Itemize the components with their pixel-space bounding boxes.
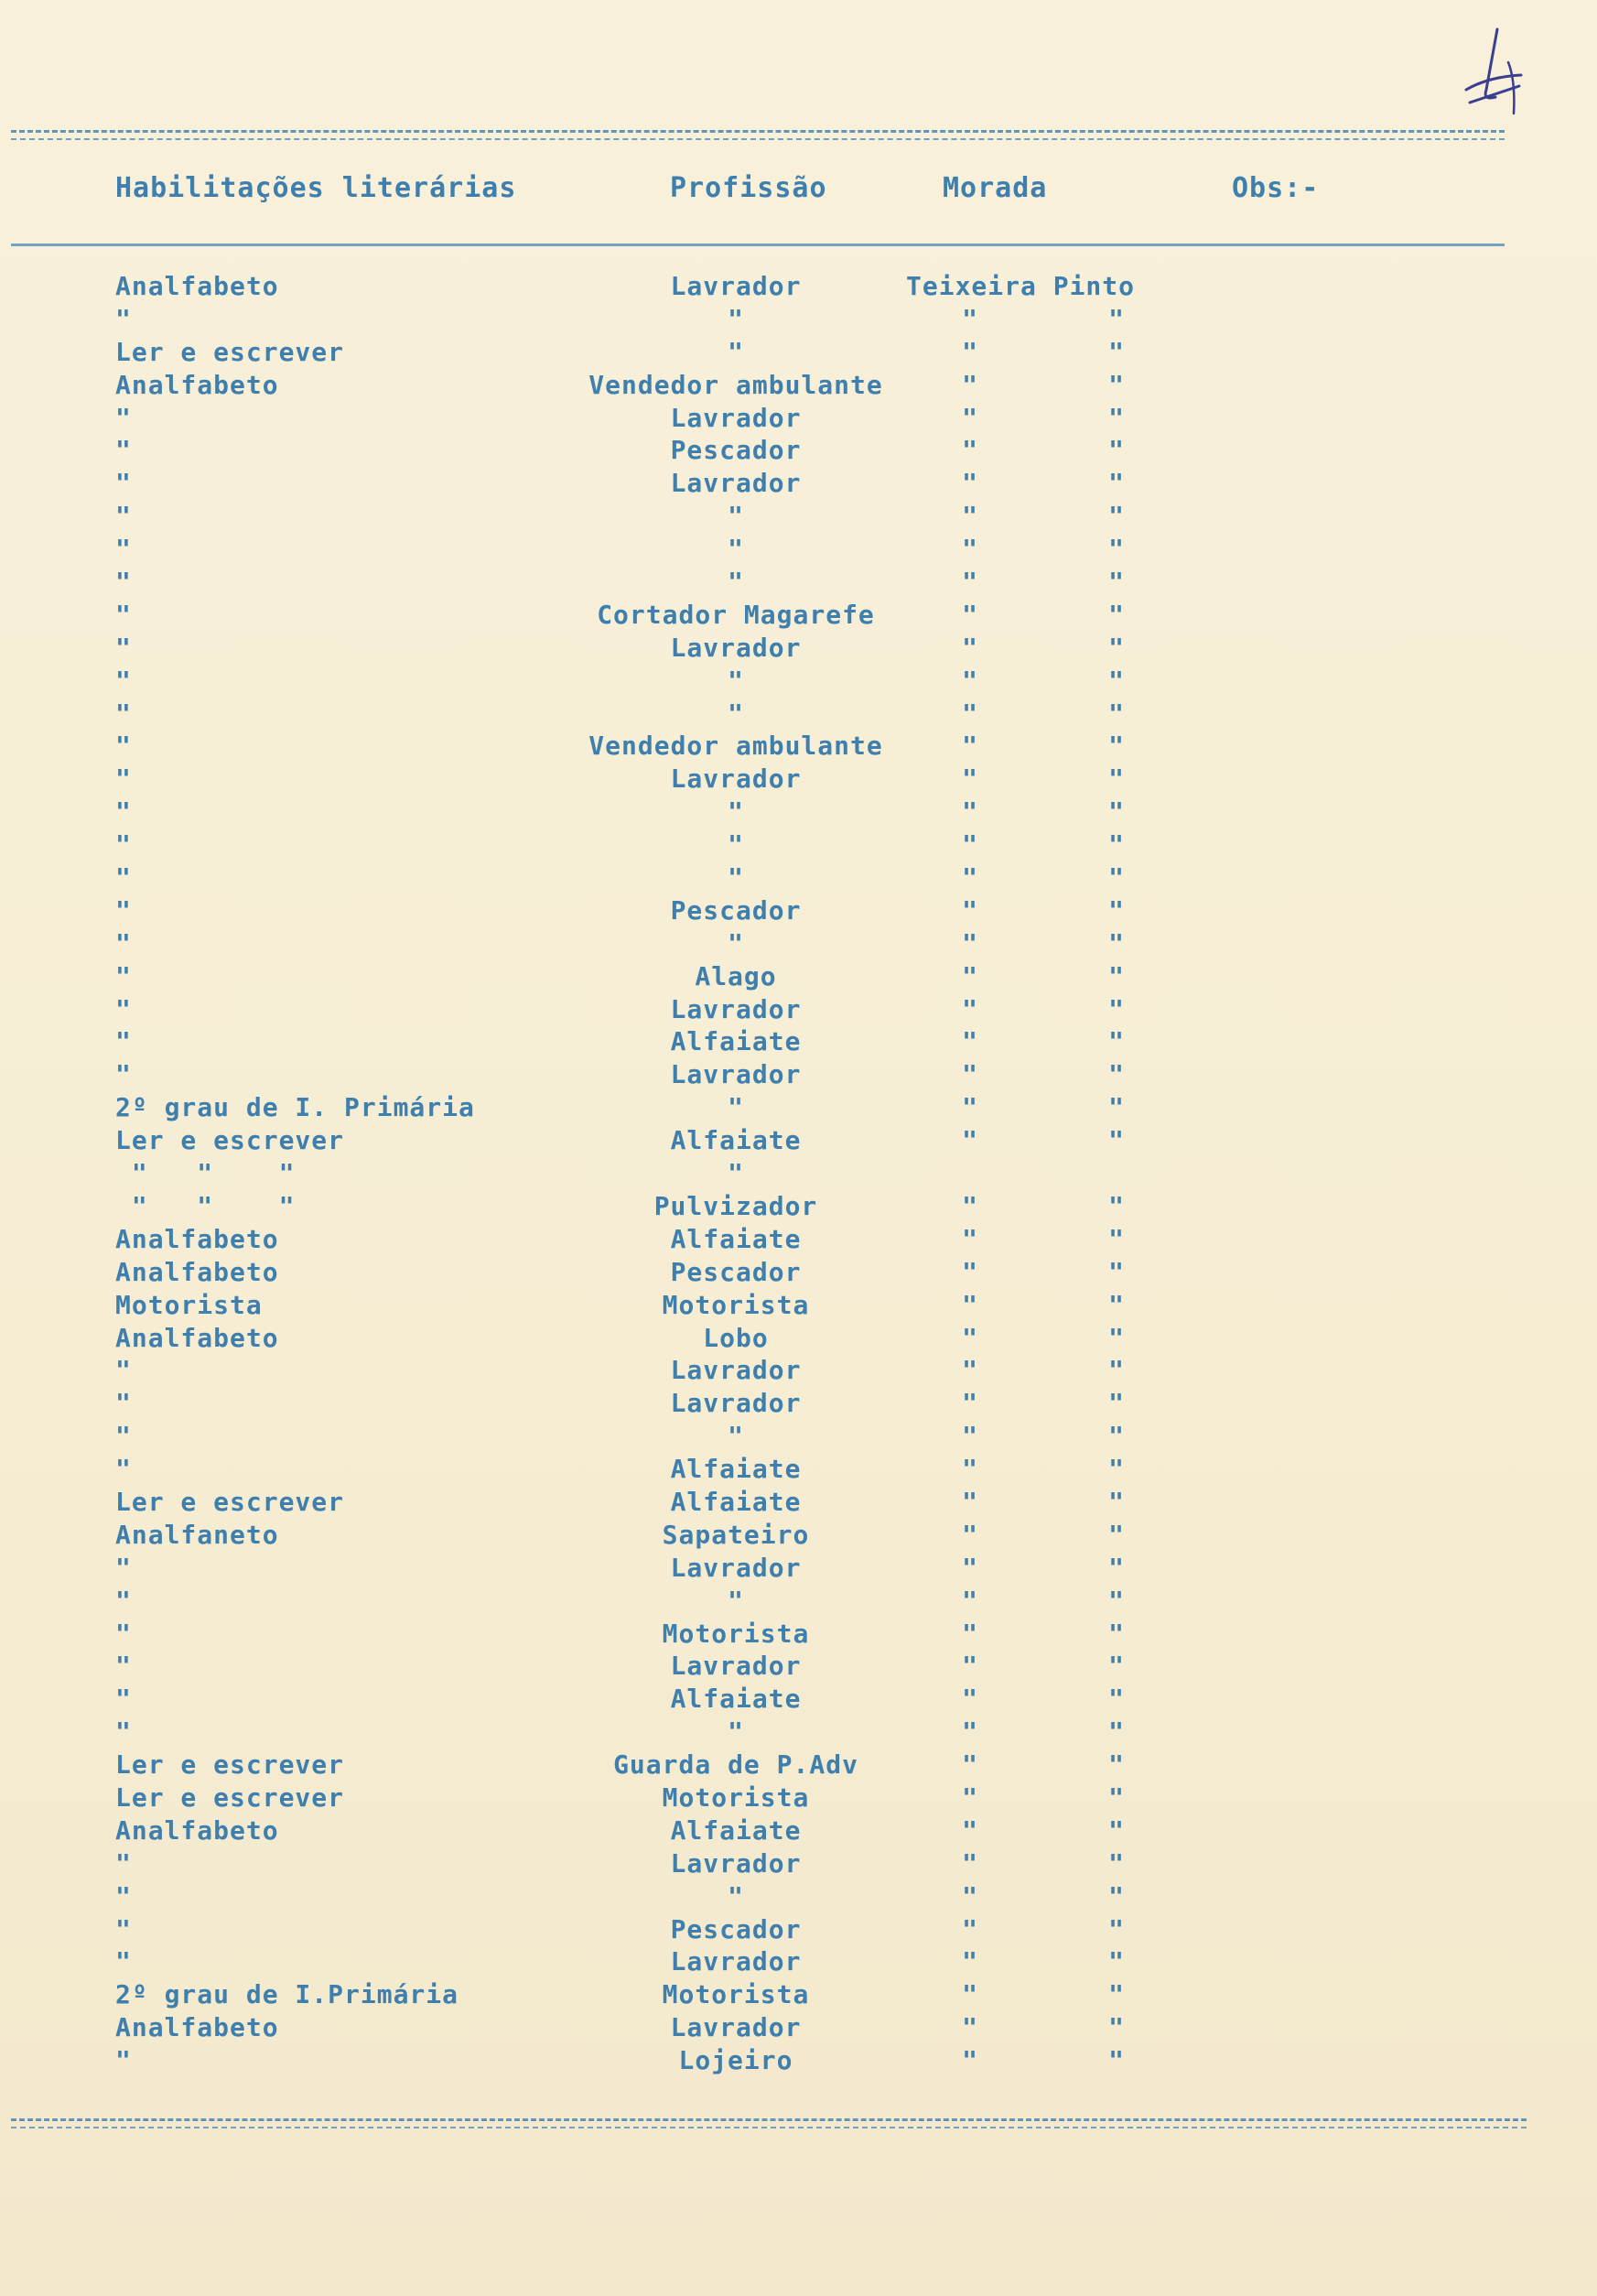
habilitacoes-cell: 2º grau de I. Primária [115,1092,475,1123]
obs-cell: " [1108,829,1125,861]
table-row [0,1059,1597,1092]
habilitacoes-cell: Analfaneto [115,1519,279,1550]
profissao-cell: Lavrador [670,468,802,499]
table-row [0,1158,1597,1191]
habilitacoes-cell: " [115,435,132,466]
profissao-cell: Lojeiro [678,2045,793,2076]
morada-cell: " [962,369,978,400]
morada-cell: " [962,764,978,795]
header-obs: Obs:- [1232,172,1320,204]
profissao-cell: Pescador [670,1256,802,1287]
table-row [0,829,1597,862]
habilitacoes-cell: " [115,894,132,926]
table-row [0,928,1597,961]
profissao-cell: Lavrador [670,1847,802,1879]
profissao-cell: Alfaiate [670,1026,802,1057]
habilitacoes-cell: Ler e escrever [115,1125,345,1156]
habilitacoes-cell: Analfabeto [115,1223,279,1254]
profissao-cell: Pescador [670,1913,802,1944]
morada-cell: " [962,1026,978,1057]
handwritten-initial-signature [1461,26,1525,121]
obs-cell: " [1108,1979,1125,2010]
habilitacoes-cell: Ler e escrever [115,336,345,367]
obs-cell: " [1108,698,1125,729]
habilitacoes-cell: " [115,534,132,565]
morada-cell: " [962,1552,978,1583]
table-row [0,633,1597,666]
table-row [0,1454,1597,1487]
morada-cell: " [962,731,978,762]
table-row [0,403,1597,436]
habilitacoes-cell: Analfabeto [115,1322,279,1353]
obs-cell: " [1108,567,1125,598]
profissao-cell: Motorista [662,1618,810,1649]
morada-cell: " [962,1618,978,1649]
table-row [0,1092,1597,1125]
profissao-cell: Alfaiate [670,1125,802,1156]
table-row [0,1520,1597,1553]
habilitacoes-cell: 2º grau de I.Primária [115,1979,459,2010]
morada-cell: " [962,862,978,893]
morada-cell: " [962,501,978,532]
morada-cell: " [962,1782,978,1813]
table-row [0,1946,1597,1979]
profissao-cell: Alfaiate [670,1454,802,1485]
morada-cell: " [962,1880,978,1912]
morada-cell: " [962,1749,978,1781]
table-row [0,862,1597,895]
habilitacoes-cell: " [115,567,132,598]
morada-cell: " [962,1913,978,1944]
profissao-cell: Lobo [703,1322,769,1353]
profissao-cell: Cortador Magarefe [597,599,875,630]
profissao-cell: Lavrador [670,1388,802,1419]
habilitacoes-cell: " [115,993,132,1024]
profissao-cell: Lavrador [670,2012,802,2043]
morada-cell: " [962,1059,978,1090]
morada-cell: " [962,1092,978,1123]
profissao-cell: " [728,796,744,828]
obs-cell: " [1108,731,1125,762]
obs-cell: " [1108,993,1125,1024]
habilitacoes-cell: " [115,829,132,861]
obs-cell: " [1108,1618,1125,1649]
morada-cell: " [962,303,978,334]
morada-cell: " [962,1322,978,1353]
profissao-cell: " [728,665,744,696]
morada-cell: " [962,1421,978,1452]
habilitacoes-cell: " [115,731,132,762]
table-row [0,764,1597,796]
morada-cell: " [962,599,978,630]
table-row [0,1914,1597,1947]
profissao-cell: Lavrador [670,993,802,1024]
morada-cell: " [962,829,978,861]
profissao-cell: Motorista [662,1782,810,1813]
morada-cell: " [962,1585,978,1616]
obs-cell: " [1108,862,1125,893]
habilitacoes-cell: " [115,862,132,893]
profissao-cell: Alfaiate [670,1684,802,1715]
obs-cell: " [1108,1092,1125,1123]
profissao-cell: Lavrador [670,632,802,663]
obs-cell: " [1108,1814,1125,1846]
obs-cell: " [1108,1684,1125,1715]
table-row [0,1290,1597,1323]
habilitacoes-cell: " [115,1847,132,1879]
habilitacoes-cell: " [115,927,132,958]
profissao-cell: " [728,567,744,598]
table-row [0,1815,1597,1848]
profissao-cell: Alfaiate [670,1486,802,1517]
table-row [0,2045,1597,2078]
profissao-cell: Alfaiate [670,1223,802,1254]
table-row [0,271,1597,304]
table-row [0,1388,1597,1421]
habilitacoes-cell: Analfabeto [115,2012,279,2043]
morada-cell: " [962,1355,978,1386]
habilitacoes-cell: Motorista [115,1289,263,1320]
morada-cell: " [962,894,978,926]
profissao-cell: Vendedor ambulante [588,369,883,400]
obs-cell: " [1108,303,1125,334]
profissao-cell: Lavrador [670,1059,802,1090]
morada-cell: " [962,1946,978,1977]
obs-cell: " [1108,894,1125,926]
habilitacoes-cell: " " " [115,1158,296,1189]
obs-cell: " [1108,1059,1125,1090]
morada-cell: " [962,567,978,598]
morada-cell: " [962,1486,978,1517]
habilitacoes-cell: " [115,1388,132,1419]
obs-cell: " [1108,599,1125,630]
table-row [0,600,1597,633]
morada-cell: " [962,1651,978,1682]
table-row [0,1684,1597,1717]
table-row [0,796,1597,829]
obs-cell: " [1108,764,1125,795]
morada-cell: " [962,960,978,991]
obs-cell: " [1108,1717,1125,1748]
obs-cell: " [1108,796,1125,828]
morada-cell: " [962,1125,978,1156]
profissao-cell: Pulvizador [653,1190,818,1221]
obs-cell: " [1108,336,1125,367]
morada-cell: " [962,1190,978,1221]
morada-cell: " [962,468,978,499]
table-row [0,994,1597,1027]
obs-cell: " [1108,1913,1125,1944]
obs-cell: " [1108,1125,1125,1156]
table-row [0,1979,1597,2012]
obs-cell: " [1108,1190,1125,1221]
obs-cell: " [1108,1256,1125,1287]
obs-cell: " [1108,1322,1125,1353]
habilitacoes-cell: " [115,1585,132,1616]
habilitacoes-cell: " [115,1026,132,1057]
profissao-cell: " [728,829,744,861]
obs-cell: " [1108,2045,1125,2076]
habilitacoes-cell: " [115,402,132,433]
obs-cell: " [1108,1946,1125,1977]
profissao-cell: Lavrador [670,402,802,433]
morada-cell: " [962,1388,978,1419]
obs-cell: " [1108,1486,1125,1517]
table-row [0,1125,1597,1158]
habilitacoes-cell: " [115,665,132,696]
profissao-cell: Motorista [662,1289,810,1320]
table-row [0,1323,1597,1356]
habilitacoes-cell: " [115,501,132,532]
table-row [0,567,1597,600]
table-row [0,1848,1597,1881]
profissao-cell: Lavrador [670,271,802,301]
table-row [0,961,1597,994]
table-row [0,1586,1597,1619]
obs-cell: " [1108,402,1125,433]
bottom-dashed-rule [11,2118,1527,2128]
habilitacoes-cell: " [115,632,132,663]
table-row [0,337,1597,370]
obs-cell: " [1108,1421,1125,1452]
profissao-cell: " [728,1158,744,1189]
profissao-cell: Lavrador [670,1355,802,1386]
profissao-cell: Lavrador [670,764,802,795]
habilitacoes-cell: " [115,1355,132,1386]
morada-cell: " [962,1717,978,1748]
header-underline-rule [11,244,1505,246]
obs-cell: " [1108,960,1125,991]
morada-cell: " [962,2012,978,2043]
habilitacoes-cell: " [115,796,132,828]
habilitacoes-cell: Analfabeto [115,1814,279,1846]
table-row [0,2012,1597,2045]
obs-cell: " [1108,501,1125,532]
habilitacoes-cell: " [115,1618,132,1649]
habilitacoes-cell: " [115,1651,132,1682]
habilitacoes-cell: Ler e escrever [115,1749,345,1781]
morada-cell: " [962,1979,978,2010]
morada-cell: " [962,665,978,696]
profissao-cell: " [728,534,744,565]
habilitacoes-cell: " [115,1059,132,1090]
morada-cell: " [962,796,978,828]
obs-cell: " [1108,1519,1125,1550]
obs-cell: " [1108,1782,1125,1813]
habilitacoes-cell: Ler e escrever [115,1486,345,1517]
table-row [0,895,1597,928]
profissao-cell: " [728,1717,744,1748]
habilitacoes-cell: " [115,764,132,795]
obs-cell: " [1108,1026,1125,1057]
obs-cell: " [1108,1223,1125,1254]
header-profissao: Profissão [670,172,827,204]
table-row [0,370,1597,403]
table-row [0,1026,1597,1059]
obs-cell: " [1108,468,1125,499]
obs-cell: " [1108,1289,1125,1320]
table-row [0,1553,1597,1586]
habilitacoes-cell: " [115,2045,132,2076]
table-row [0,1487,1597,1520]
table-row [0,534,1597,567]
morada-cell: " [962,698,978,729]
profissao-cell: Guarda de P.Adv [613,1749,858,1781]
profissao-cell: " [728,1585,744,1616]
obs-cell: " [1108,2012,1125,2043]
morada-cell: " [962,1847,978,1879]
habilitacoes-cell: " [115,468,132,499]
habilitacoes-cell: Analfabeto [115,271,279,301]
habilitacoes-cell: Ler e escrever [115,1782,345,1813]
profissao-cell: Lavrador [670,1552,802,1583]
top-dashed-rule [11,130,1505,140]
morada-cell: " [962,402,978,433]
obs-cell: " [1108,1388,1125,1419]
profissao-cell: Motorista [662,1979,810,2010]
table-row [0,666,1597,699]
header-morada: Morada [943,172,1048,204]
obs-cell: " [1108,1585,1125,1616]
habilitacoes-cell: Analfabeto [115,1256,279,1287]
profissao-cell: " [728,501,744,532]
profissao-cell: Alago [695,960,777,991]
habilitacoes-cell: " [115,1946,132,1977]
habilitacoes-cell: " [115,1552,132,1583]
table-row [0,1651,1597,1684]
profissao-cell: Pescador [670,894,802,926]
profissao-cell: Alfaiate [670,1814,802,1846]
morada-cell: " [962,534,978,565]
profissao-cell: " [728,698,744,729]
morada-cell: " [962,1684,978,1715]
table-row [0,304,1597,337]
morada-cell: " [962,2045,978,2076]
table-row [0,1224,1597,1257]
profissao-cell: " [728,927,744,958]
habilitacoes-cell: " [115,1421,132,1452]
profissao-cell: Vendedor ambulante [588,731,883,762]
table-row [0,1717,1597,1749]
habilitacoes-cell: " [115,1454,132,1485]
obs-cell: " [1108,1355,1125,1386]
habilitacoes-cell: " " " [115,1190,296,1221]
profissao-cell: Pescador [670,435,802,466]
obs-cell: " [1108,1847,1125,1879]
profissao-cell: " [728,303,744,334]
obs-cell: " [1108,1454,1125,1485]
obs-cell: " [1108,534,1125,565]
profissao-cell: " [728,1092,744,1123]
obs-cell: " [1108,1749,1125,1781]
table-row [0,1749,1597,1782]
obs-cell: " [1108,1651,1125,1682]
obs-cell: " [1108,1880,1125,1912]
table-row [0,1881,1597,1914]
obs-cell: " [1108,665,1125,696]
header-habilitacoes: Habilitações literárias [115,172,517,204]
habilitacoes-cell: " [115,599,132,630]
morada-cell: " [962,632,978,663]
morada-cell: " [962,1289,978,1320]
table-row [0,1619,1597,1652]
profissao-cell: Sapateiro [662,1519,810,1550]
profissao-cell: " [728,336,744,367]
table-row [0,468,1597,501]
table-row [0,1782,1597,1815]
table-row [0,435,1597,468]
table-row [0,1355,1597,1388]
habilitacoes-cell: Analfabeto [115,369,279,400]
habilitacoes-cell: " [115,1717,132,1748]
habilitacoes-cell: " [115,1913,132,1944]
table-row [0,1421,1597,1454]
obs-cell: " [1108,927,1125,958]
records-table [0,271,1597,2078]
morada-cell: " [962,1454,978,1485]
morada-cell: Teixeira Pinto [906,271,1136,301]
habilitacoes-cell: " [115,1684,132,1715]
profissao-cell: " [728,862,744,893]
table-row [0,731,1597,764]
profissao-cell: Lavrador [670,1651,802,1682]
obs-cell: " [1108,1552,1125,1583]
habilitacoes-cell: " [115,960,132,991]
morada-cell: " [962,1814,978,1846]
obs-cell: " [1108,435,1125,466]
profissao-cell: " [728,1421,744,1452]
habilitacoes-cell: " [115,303,132,334]
morada-cell: " [962,927,978,958]
obs-cell: " [1108,632,1125,663]
morada-cell: " [962,1223,978,1254]
habilitacoes-cell: " [115,698,132,729]
table-row [0,501,1597,534]
obs-cell: " [1108,369,1125,400]
morada-cell: " [962,993,978,1024]
table-row [0,699,1597,731]
morada-cell: " [962,435,978,466]
morada-cell: " [962,1256,978,1287]
profissao-cell: Lavrador [670,1946,802,1977]
table-row [0,1191,1597,1224]
morada-cell: " [962,336,978,367]
morada-cell: " [962,1519,978,1550]
table-row [0,1257,1597,1290]
habilitacoes-cell: " [115,1880,132,1912]
profissao-cell: " [728,1880,744,1912]
